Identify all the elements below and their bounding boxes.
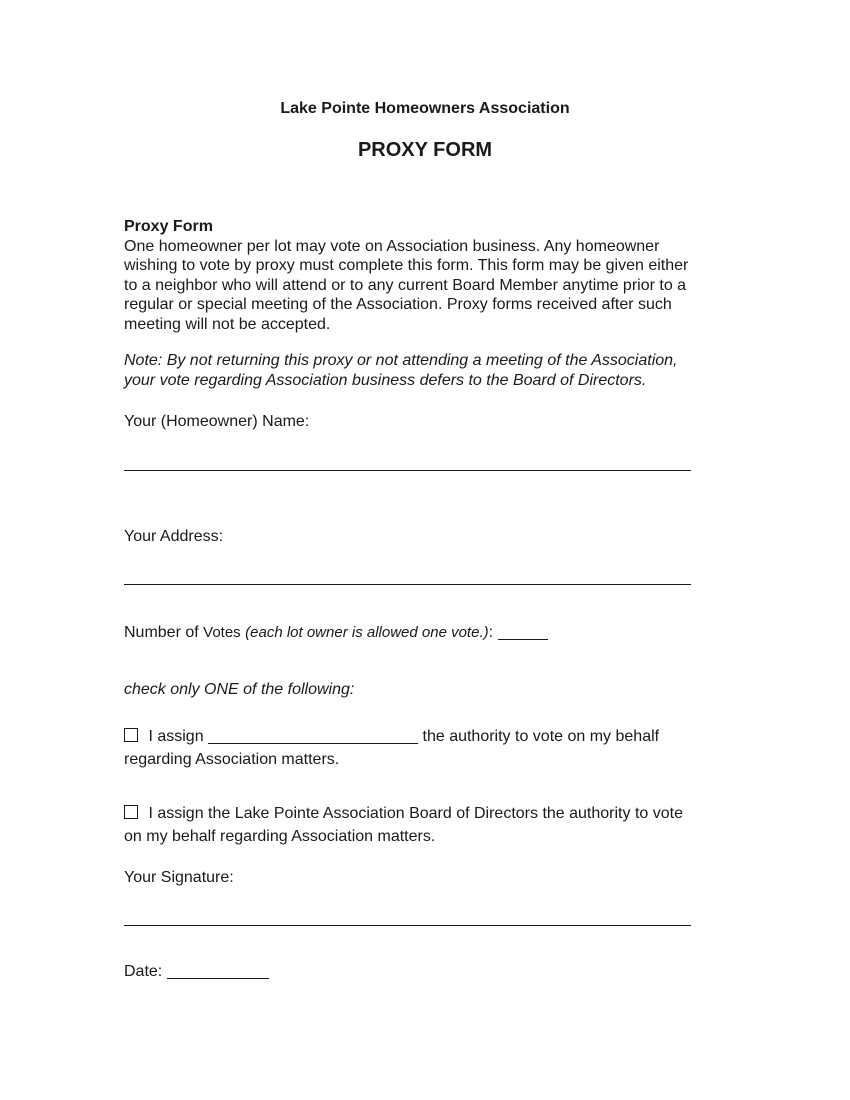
intro-heading: Proxy Form [124, 218, 213, 235]
checkbox-assign-board[interactable] [124, 805, 138, 819]
votes-blank[interactable] [498, 625, 548, 640]
signature-label: Your Signature: [124, 869, 234, 886]
votes-label-prefix: Number of [124, 624, 199, 641]
votes-parenthetical: (each lot owner is allowed one vote.) [245, 624, 489, 641]
intro-body: One homeowner per lot may vote on Association business. Any homeowner wishing to vote by proxy must complete this form. This form may be given either to a neighbor who will attend or to any current Board Member anytime prior to a regular or special meeting of the Association. Proxy forms received after such meeting will not be accepted. [124, 237, 689, 333]
intro-paragraph [124, 217, 698, 334]
assignee-name-blank[interactable] [208, 729, 418, 744]
votes-row [124, 623, 698, 643]
votes-label-word: Votes [203, 624, 241, 641]
org-title: Lake Pointe Homeowners Association [280, 100, 570, 117]
date-row [124, 962, 698, 982]
date-blank[interactable] [167, 964, 269, 979]
homeowner-name-line[interactable] [124, 470, 691, 471]
homeowner-name-label: Your (Homeowner) Name: [124, 413, 310, 430]
votes-colon: : [488, 624, 494, 641]
option-assign-board [124, 802, 698, 848]
option2-text: I assign the Lake Pointe Association Board of Directors the authority to vote on my behalf regarding Association matters. [124, 805, 683, 845]
address-label: Your Address: [124, 528, 224, 545]
signature-line[interactable] [124, 925, 691, 926]
form-title: PROXY FORM [357, 139, 493, 161]
option1-text-before: I assign [148, 728, 204, 745]
check-one-instruction: check only ONE of the following: [124, 681, 355, 698]
option1-text-after: the authority to vote on my behalf regarding Association matters. [124, 728, 660, 768]
checkbox-assign-neighbor[interactable] [124, 728, 138, 742]
option-assign-neighbor [124, 725, 698, 771]
address-line[interactable] [124, 584, 691, 585]
date-label: Date: [124, 963, 163, 980]
note-paragraph: Note: By not returning this proxy or not attending a meeting of the Association, your vote regarding Association business defers to the Board of Directors. [124, 352, 678, 389]
